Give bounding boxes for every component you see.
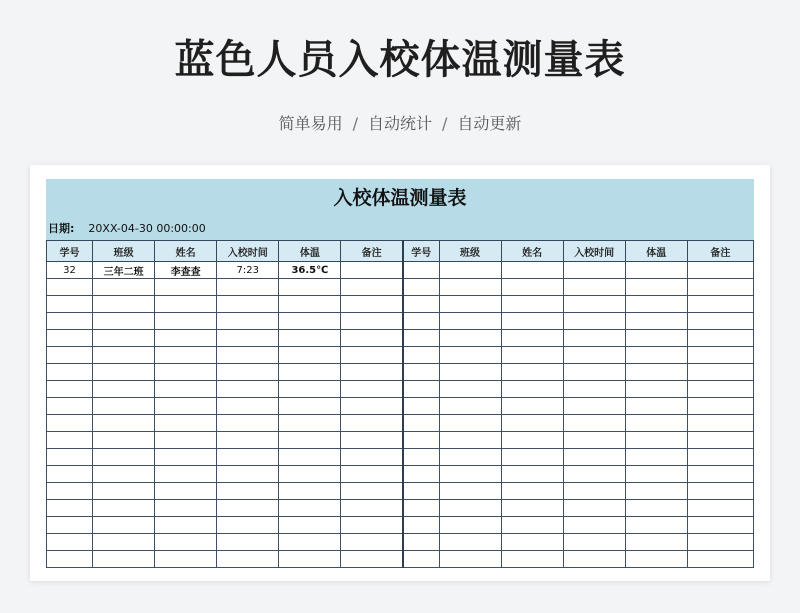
cell-note[interactable]	[341, 330, 403, 347]
cell-temperature-right[interactable]	[625, 483, 687, 500]
cell-arrival-time[interactable]	[217, 347, 279, 364]
cell-name[interactable]	[155, 415, 217, 432]
cell-class[interactable]	[93, 330, 155, 347]
table-row	[47, 262, 754, 279]
cell-student-id-right[interactable]	[403, 415, 439, 432]
cell-temperature-right[interactable]	[625, 296, 687, 313]
column-header-note[interactable]: 备注	[341, 241, 403, 262]
cell-name-right[interactable]	[501, 534, 563, 551]
cell-temperature-right[interactable]	[625, 415, 687, 432]
cell-student-id[interactable]	[47, 330, 93, 347]
cell-class[interactable]	[93, 279, 155, 296]
cell-name-right[interactable]	[501, 347, 563, 364]
cell-temperature-right[interactable]	[625, 432, 687, 449]
cell-student-id[interactable]	[47, 296, 93, 313]
cell-student-id[interactable]	[47, 432, 93, 449]
table-row	[47, 500, 754, 517]
cell-class[interactable]	[93, 432, 155, 449]
cell-arrival-time[interactable]	[217, 364, 279, 381]
cell-class-right[interactable]	[439, 534, 501, 551]
table-header-row	[47, 241, 754, 262]
cell-class[interactable]	[93, 313, 155, 330]
cell-note[interactable]	[341, 466, 403, 483]
table-row	[47, 415, 754, 432]
column-header-student-id-right[interactable]: 学号	[403, 241, 439, 262]
cell-note-right[interactable]	[687, 313, 753, 330]
cell-note-right[interactable]	[687, 262, 753, 279]
cell-student-id-right[interactable]	[403, 551, 439, 568]
cell-student-id-right[interactable]	[403, 449, 439, 466]
cell-student-id[interactable]	[47, 398, 93, 415]
cell-arrival-time-right[interactable]	[563, 483, 625, 500]
cell-class-right[interactable]	[439, 483, 501, 500]
cell-note-right[interactable]	[687, 534, 753, 551]
cell-student-id-right[interactable]	[403, 466, 439, 483]
cell-temperature[interactable]	[279, 449, 341, 466]
cell-note[interactable]	[341, 483, 403, 500]
column-header-class[interactable]: 班级	[93, 241, 155, 262]
subtitle-separator: /	[352, 114, 358, 133]
cell-arrival-time-right[interactable]	[563, 415, 625, 432]
cell-name[interactable]	[155, 517, 217, 534]
cell-student-id[interactable]	[47, 347, 93, 364]
cell-temperature[interactable]	[279, 466, 341, 483]
cell-temperature-right[interactable]	[625, 500, 687, 517]
cell-class-right[interactable]	[439, 432, 501, 449]
cell-arrival-time[interactable]	[217, 381, 279, 398]
column-header-temperature[interactable]: 体温	[279, 241, 341, 262]
cell-temperature[interactable]	[279, 347, 341, 364]
cell-name-right[interactable]	[501, 381, 563, 398]
cell-name[interactable]	[155, 330, 217, 347]
cell-temperature[interactable]	[279, 534, 341, 551]
table-row	[47, 398, 754, 415]
table-row	[47, 347, 754, 364]
cell-note[interactable]	[341, 279, 403, 296]
cell-class-right[interactable]	[439, 398, 501, 415]
table-row	[47, 381, 754, 398]
cell-note-right[interactable]	[687, 483, 753, 500]
cell-note[interactable]	[341, 432, 403, 449]
cell-note-right[interactable]	[687, 432, 753, 449]
cell-temperature-right[interactable]	[625, 517, 687, 534]
cell-note-right[interactable]	[687, 500, 753, 517]
cell-arrival-time-right[interactable]	[563, 364, 625, 381]
cell-arrival-time[interactable]	[217, 483, 279, 500]
cell-class[interactable]	[93, 347, 155, 364]
column-header-arrival-time-right[interactable]: 入校时间	[563, 241, 625, 262]
table-row	[47, 296, 754, 313]
cell-arrival-time[interactable]	[217, 296, 279, 313]
cell-student-id-right[interactable]	[403, 279, 439, 296]
date-label: 日期:	[48, 222, 75, 235]
cell-temperature-right[interactable]	[625, 381, 687, 398]
cell-class-right[interactable]	[439, 466, 501, 483]
cell-note[interactable]	[341, 381, 403, 398]
cell-name-right[interactable]	[501, 432, 563, 449]
cell-name[interactable]	[155, 364, 217, 381]
cell-arrival-time[interactable]	[217, 517, 279, 534]
cell-temperature[interactable]	[279, 398, 341, 415]
cell-class[interactable]	[93, 517, 155, 534]
table-row	[47, 313, 754, 330]
cell-note[interactable]	[341, 364, 403, 381]
subtitle-item-auto-update: 自动更新	[457, 114, 522, 133]
cell-arrival-time[interactable]	[217, 534, 279, 551]
cell-arrival-time-right[interactable]	[563, 500, 625, 517]
cell-student-id[interactable]	[47, 517, 93, 534]
cell-temperature[interactable]	[279, 381, 341, 398]
cell-student-id-right[interactable]	[403, 330, 439, 347]
cell-name[interactable]	[155, 279, 217, 296]
cell-name[interactable]	[155, 432, 217, 449]
cell-temperature[interactable]	[279, 296, 341, 313]
cell-note[interactable]	[341, 551, 403, 568]
page-title: 蓝色人员入校体温测量表	[174, 37, 626, 83]
cell-class-right[interactable]	[439, 279, 501, 296]
cell-temperature-right[interactable]	[625, 534, 687, 551]
cell-note[interactable]	[341, 500, 403, 517]
sheet-title: 入校体温测量表	[333, 187, 467, 209]
cell-arrival-time[interactable]	[217, 398, 279, 415]
cell-note[interactable]	[341, 415, 403, 432]
cell-class[interactable]: 三年二班	[93, 262, 155, 279]
cell-arrival-time[interactable]	[217, 466, 279, 483]
date-value[interactable]: 20XX-04-30 00:00:00	[88, 222, 206, 235]
cell-student-id-right[interactable]	[403, 432, 439, 449]
cell-note-right[interactable]	[687, 415, 753, 432]
cell-name-right[interactable]	[501, 262, 563, 279]
cell-name-right[interactable]	[501, 279, 563, 296]
column-header-student-id[interactable]: 学号	[47, 241, 93, 262]
cell-name-right[interactable]	[501, 330, 563, 347]
column-header-temperature-right[interactable]: 体温	[625, 241, 687, 262]
cell-name[interactable]: 李查查	[155, 262, 217, 279]
cell-temperature[interactable]	[279, 415, 341, 432]
table-row	[47, 449, 754, 466]
cell-student-id[interactable]	[47, 466, 93, 483]
cell-student-id-right[interactable]	[403, 296, 439, 313]
spreadsheet-preview-card	[30, 165, 770, 581]
cell-arrival-time[interactable]	[217, 449, 279, 466]
cell-student-id[interactable]	[47, 279, 93, 296]
cell-name[interactable]	[155, 483, 217, 500]
cell-note[interactable]	[341, 449, 403, 466]
table-row	[47, 483, 754, 500]
cell-name[interactable]	[155, 449, 217, 466]
cell-class[interactable]	[93, 534, 155, 551]
column-header-name[interactable]: 姓名	[155, 241, 217, 262]
cell-arrival-time-right[interactable]	[563, 398, 625, 415]
cell-student-id[interactable]	[47, 483, 93, 500]
cell-class-right[interactable]	[439, 330, 501, 347]
cell-name-right[interactable]	[501, 415, 563, 432]
cell-note[interactable]	[341, 313, 403, 330]
cell-class-right[interactable]	[439, 500, 501, 517]
cell-class-right[interactable]	[439, 551, 501, 568]
cell-student-id-right[interactable]	[403, 483, 439, 500]
cell-class[interactable]	[93, 483, 155, 500]
cell-note-right[interactable]	[687, 364, 753, 381]
cell-note-right[interactable]	[687, 398, 753, 415]
sheet-header-band	[46, 179, 754, 240]
table-row	[47, 364, 754, 381]
cell-name-right[interactable]	[501, 296, 563, 313]
subtitle-item-easy: 简单易用	[278, 114, 343, 133]
cell-name[interactable]	[155, 551, 217, 568]
cell-temperature-right[interactable]	[625, 313, 687, 330]
cell-note[interactable]	[341, 398, 403, 415]
cell-arrival-time-right[interactable]	[563, 279, 625, 296]
cell-name-right[interactable]	[501, 483, 563, 500]
cell-class-right[interactable]	[439, 313, 501, 330]
cell-student-id[interactable]	[47, 381, 93, 398]
cell-arrival-time-right[interactable]	[563, 347, 625, 364]
cell-student-id-right[interactable]	[403, 534, 439, 551]
cell-arrival-time-right[interactable]	[563, 296, 625, 313]
cell-student-id[interactable]	[47, 449, 93, 466]
cell-student-id[interactable]	[47, 415, 93, 432]
cell-class-right[interactable]	[439, 296, 501, 313]
cell-student-id[interactable]	[47, 551, 93, 568]
cell-temperature-right[interactable]	[625, 398, 687, 415]
cell-class[interactable]	[93, 364, 155, 381]
cell-note-right[interactable]	[687, 279, 753, 296]
cell-student-id[interactable]	[47, 313, 93, 330]
cell-class[interactable]	[93, 551, 155, 568]
cell-temperature[interactable]	[279, 551, 341, 568]
cell-class-right[interactable]	[439, 262, 501, 279]
cell-class[interactable]	[93, 398, 155, 415]
cell-temperature[interactable]	[279, 313, 341, 330]
cell-arrival-time[interactable]	[217, 279, 279, 296]
cell-student-id[interactable]: 32	[47, 262, 93, 279]
cell-name[interactable]	[155, 381, 217, 398]
column-header-arrival-time[interactable]: 入校时间	[217, 241, 279, 262]
cell-temperature[interactable]: 36.5℃	[279, 262, 341, 279]
cell-arrival-time[interactable]: 7:23	[217, 262, 279, 279]
cell-class[interactable]	[93, 296, 155, 313]
cell-class-right[interactable]	[439, 415, 501, 432]
column-header-name-right[interactable]: 姓名	[501, 241, 563, 262]
cell-student-id-right[interactable]	[403, 398, 439, 415]
cell-arrival-time-right[interactable]	[563, 534, 625, 551]
cell-student-id-right[interactable]	[403, 313, 439, 330]
cell-class[interactable]	[93, 381, 155, 398]
cell-student-id-right[interactable]	[403, 500, 439, 517]
cell-note[interactable]	[341, 534, 403, 551]
cell-student-id-right[interactable]	[403, 364, 439, 381]
date-row	[48, 221, 206, 237]
cell-student-id-right[interactable]	[403, 517, 439, 534]
cell-note-right[interactable]	[687, 551, 753, 568]
cell-temperature-right[interactable]	[625, 551, 687, 568]
cell-temperature-right[interactable]	[625, 279, 687, 296]
cell-note-right[interactable]	[687, 296, 753, 313]
cell-arrival-time-right[interactable]	[563, 517, 625, 534]
cell-temperature[interactable]	[279, 432, 341, 449]
cell-temperature[interactable]	[279, 330, 341, 347]
table-row	[47, 551, 754, 568]
table-row	[47, 330, 754, 347]
cell-arrival-time-right[interactable]	[563, 432, 625, 449]
table-row	[47, 432, 754, 449]
cell-note[interactable]	[341, 517, 403, 534]
cell-temperature[interactable]	[279, 483, 341, 500]
cell-temperature[interactable]	[279, 517, 341, 534]
cell-class[interactable]	[93, 449, 155, 466]
cell-name[interactable]	[155, 296, 217, 313]
cell-class-right[interactable]	[439, 381, 501, 398]
page-subtitle	[0, 112, 800, 136]
temperature-table	[46, 240, 754, 568]
table-row	[47, 466, 754, 483]
cell-class-right[interactable]	[439, 517, 501, 534]
cell-arrival-time-right[interactable]	[563, 466, 625, 483]
spreadsheet	[46, 179, 754, 581]
cell-note-right[interactable]	[687, 517, 753, 534]
cell-class-right[interactable]	[439, 364, 501, 381]
cell-note-right[interactable]	[687, 330, 753, 347]
subtitle-item-auto-stats: 自动统计	[367, 114, 432, 133]
cell-temperature-right[interactable]	[625, 449, 687, 466]
cell-note[interactable]	[341, 347, 403, 364]
cell-note-right[interactable]	[687, 347, 753, 364]
column-header-note-right[interactable]: 备注	[687, 241, 753, 262]
table-row	[47, 279, 754, 296]
cell-student-id-right[interactable]	[403, 347, 439, 364]
cell-name-right[interactable]	[501, 449, 563, 466]
cell-arrival-time[interactable]	[217, 415, 279, 432]
cell-temperature[interactable]	[279, 279, 341, 296]
cell-arrival-time[interactable]	[217, 551, 279, 568]
cell-note[interactable]	[341, 262, 403, 279]
cell-class-right[interactable]	[439, 347, 501, 364]
cell-student-id-right[interactable]	[403, 262, 439, 279]
cell-name-right[interactable]	[501, 517, 563, 534]
cell-name-right[interactable]	[501, 313, 563, 330]
cell-student-id[interactable]	[47, 534, 93, 551]
table-row	[47, 517, 754, 534]
cell-arrival-time-right[interactable]	[563, 330, 625, 347]
cell-name-right[interactable]	[501, 466, 563, 483]
cell-name[interactable]	[155, 500, 217, 517]
cell-temperature-right[interactable]	[625, 364, 687, 381]
cell-note-right[interactable]	[687, 381, 753, 398]
cell-arrival-time-right[interactable]	[563, 313, 625, 330]
cell-temperature-right[interactable]	[625, 262, 687, 279]
cell-student-id[interactable]	[47, 500, 93, 517]
cell-temperature-right[interactable]	[625, 330, 687, 347]
cell-arrival-time[interactable]	[217, 330, 279, 347]
subtitle-separator: /	[442, 114, 448, 133]
cell-student-id-right[interactable]	[403, 381, 439, 398]
cell-name[interactable]	[155, 534, 217, 551]
cell-note-right[interactable]	[687, 449, 753, 466]
cell-student-id[interactable]	[47, 364, 93, 381]
cell-name[interactable]	[155, 466, 217, 483]
cell-note-right[interactable]	[687, 466, 753, 483]
cell-arrival-time[interactable]	[217, 500, 279, 517]
cell-name-right[interactable]	[501, 398, 563, 415]
column-header-class-right[interactable]: 班级	[439, 241, 501, 262]
cell-name[interactable]	[155, 347, 217, 364]
cell-class[interactable]	[93, 466, 155, 483]
cell-arrival-time-right[interactable]	[563, 449, 625, 466]
cell-temperature-right[interactable]	[625, 466, 687, 483]
cell-class[interactable]	[93, 415, 155, 432]
cell-arrival-time-right[interactable]	[563, 381, 625, 398]
cell-note[interactable]	[341, 296, 403, 313]
cell-name-right[interactable]	[501, 364, 563, 381]
cell-arrival-time[interactable]	[217, 432, 279, 449]
cell-name-right[interactable]	[501, 500, 563, 517]
cell-arrival-time-right[interactable]	[563, 551, 625, 568]
cell-temperature[interactable]	[279, 500, 341, 517]
cell-name[interactable]	[155, 398, 217, 415]
cell-name[interactable]	[155, 313, 217, 330]
cell-temperature-right[interactable]	[625, 347, 687, 364]
table-row	[47, 534, 754, 551]
cell-name-right[interactable]	[501, 551, 563, 568]
cell-arrival-time[interactable]	[217, 313, 279, 330]
cell-class-right[interactable]	[439, 449, 501, 466]
cell-arrival-time-right[interactable]	[563, 262, 625, 279]
cell-temperature[interactable]	[279, 364, 341, 381]
cell-class[interactable]	[93, 500, 155, 517]
